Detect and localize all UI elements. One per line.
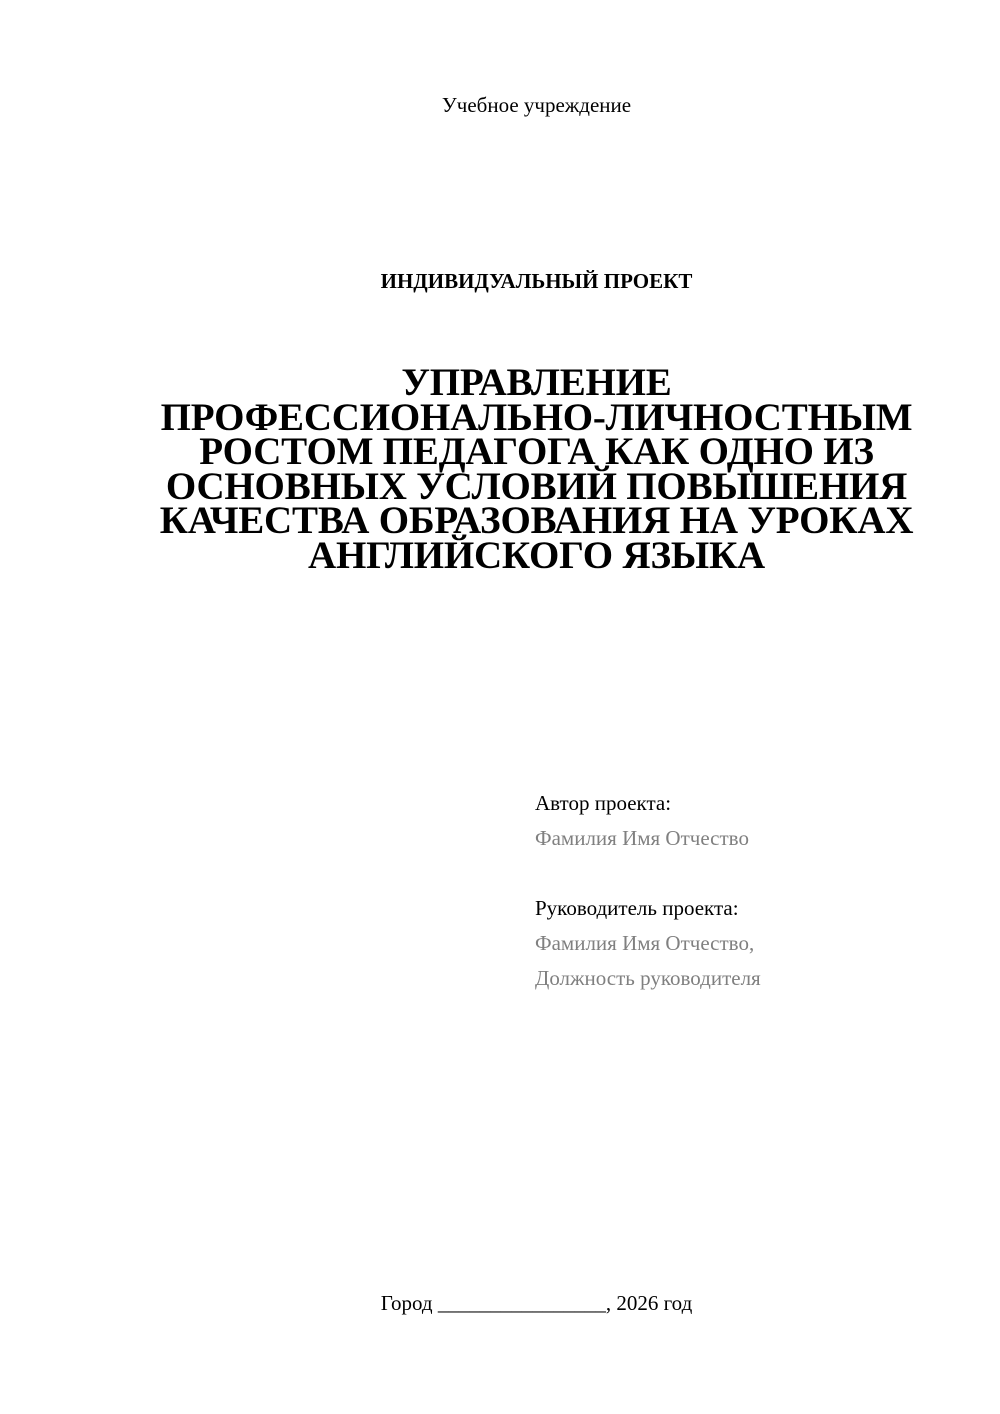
institution-name: Учебное учреждение: [441, 93, 632, 117]
supervisor-label: Руководитель проекта:: [535, 896, 739, 920]
title-line: УПРАВЛЕНИЕ: [401, 361, 672, 404]
project-type-heading: ИНДИВИДУАЛЬНЫЙ ПРОЕКТ: [380, 269, 693, 293]
title-line: РОСТОМ ПЕДАГОГА КАК ОДНО ИЗ: [199, 430, 874, 473]
title-line: КАЧЕСТВА ОБРАЗОВАНИЯ НА УРОКАХ: [159, 499, 914, 542]
supervisor-position-placeholder: Должность руководителя: [535, 966, 761, 990]
supervisor-block: [535, 891, 761, 996]
author-name-placeholder: Фамилия Имя Отчество: [535, 826, 749, 850]
supervisor-name-placeholder: Фамилия Имя Отчество,: [535, 931, 755, 955]
author-block: [535, 786, 749, 856]
city-year-footer: Город ________________, 2026 год: [380, 1291, 693, 1315]
title-line: ПРОФЕССИОНАЛЬНО-ЛИЧНОСТНЫМ: [160, 395, 913, 439]
title-line: ОСНОВНЫХ УСЛОВИЙ ПОВЫШЕНИЯ: [165, 464, 908, 508]
title-line: АНГЛИЙСКОГО ЯЗЫКА: [308, 533, 765, 577]
author-label: Автор проекта:: [535, 791, 672, 815]
project-title: [140, 361, 933, 577]
